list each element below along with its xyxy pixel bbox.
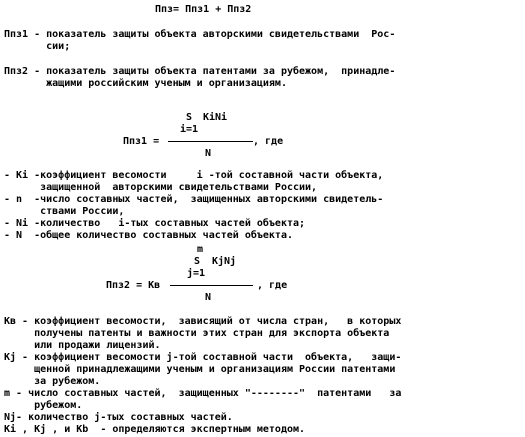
def-kv-line1: Кв - коэффициент весомости, зависящий от числа стран, в которых <box>4 316 402 327</box>
formula2-sum-symbol: S <box>194 256 201 267</box>
def-n-line1: - n -число составных частей, защищенных авторскими свидетель- <box>4 194 384 205</box>
def-ki-line2: защищенной авторскими свидетельствами России, <box>4 182 318 193</box>
def-ppz1-line1: Ппз1 - показатель защиты объекта авторскими свидетельствами Рос- <box>4 29 396 40</box>
def-kv-line2: получены патенты и важности этих стран для экспорта объекта <box>4 328 390 339</box>
def-kv-line3: или продажи лицензий. <box>4 340 161 351</box>
def-kj-line3: за рубежом. <box>4 376 101 387</box>
formula2-fraction-bar <box>170 285 253 286</box>
def-kj-line2: щенной принадлежащими ученым и организациям России патентами <box>4 364 396 375</box>
formula2-suffix: , где <box>257 280 288 291</box>
def-ppz1-line2: сии; <box>4 41 71 52</box>
formula2-index: j=1 <box>187 268 206 279</box>
formula2-upper-limit: m <box>197 244 204 255</box>
formula1-numerator: KiNi <box>203 112 228 123</box>
header-formula: Ппз= Ппз1 + Ппз2 <box>155 4 252 15</box>
formula2-numerator: KjNj <box>212 256 237 267</box>
formula2-denominator: N <box>205 292 212 303</box>
formula1-denominator: N <box>205 148 212 159</box>
def-ppz2-line2: жащими российским ученым и организациям. <box>4 78 287 89</box>
def-m-line2: рубежом. <box>4 400 83 411</box>
formula1-sum-symbol: S <box>186 112 193 123</box>
formula2-lhs: Ппз2 = Кв <box>106 280 161 291</box>
def-n-line2: ствами России, <box>4 206 125 217</box>
def-expert-line: Ki , Kj , и Kb - определяются экспертным методом. <box>4 424 306 435</box>
def-ki-line1: - Ki -коэффициент весомости i -той составной части объекта, <box>4 170 384 181</box>
def-kj-line1: Kj - коэффициент весомости j-той составной части объекта, защи- <box>4 352 402 363</box>
def-m-line1: m - число составных частей, защищенных "--------" патентами за <box>4 388 402 399</box>
def-nj-line: Nj- количество j-тых составных частей. <box>4 412 233 423</box>
def-ppz2-line1: Ппз2 - показатель защиты объекта патентами за рубежом, принадле- <box>4 66 396 77</box>
def-big-n-line: - N -общее количество составных частей объекта. <box>4 230 293 241</box>
formula1-index: i=1 <box>180 124 199 135</box>
formula1-lhs: Ппз1 = <box>123 136 160 147</box>
formula1-suffix: , где <box>253 136 284 147</box>
def-ni-line: - Ni -количество i-тых составных частей объекта; <box>4 218 306 229</box>
formula1-fraction-bar <box>168 141 253 142</box>
